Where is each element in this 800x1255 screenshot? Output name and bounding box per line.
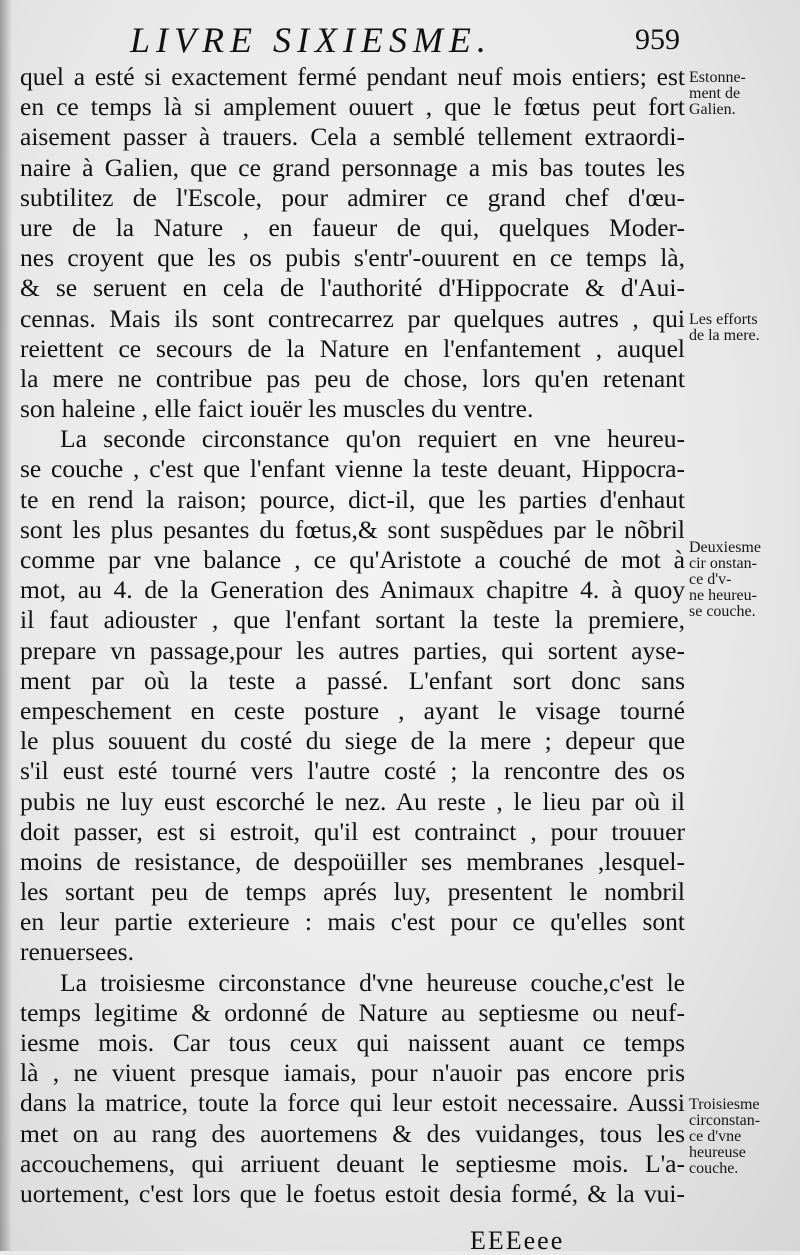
text-line: dans la matrice, toute la force qui leur estoit necessaire. Aussi [20,1088,685,1118]
text-line: là , ne viuent presque iamais, pour n'auoir pas encore pris [20,1058,685,1088]
text-line: son haleine , elle faict iouër les muscles du ventre. [20,394,534,424]
text-line: pubis ne luy eust escorché le nez. Au reste , le lieu par où il [20,786,685,816]
text-line: ure de la Nature , en faueur de qui, quelques Moder- [20,212,685,242]
text-line: uortement, c'est lors que le foetus estoit desia formé, & la vui- [20,1178,685,1208]
text-line: la mere ne contribue pas peu de chose, lors qu'en retenant [20,363,685,393]
text-line: te en rend la raison; pource, dict-il, que les parties d'enhaut [20,484,685,514]
margin-note-line: ne heureu- [689,587,757,604]
text-line: ment par où la teste a passé. L'enfant sort donc sans [20,665,685,695]
text-line: sont les plus pesantes du fœtus,& sont suspẽdues par le nõbril [20,514,685,544]
text-line: en ce temps là si amplement ouuert , que le fœtus peut fort [20,92,685,122]
running-head: LIVRE SIXIESME. [130,20,492,60]
text-line: moins de resistance, de despoüiller ses membranes ,lesquel- [20,846,685,876]
signature-mark: EEEeee [470,1226,565,1255]
text-line: empeschement en ceste posture , ayant le visage tourné [20,695,685,725]
text-line: La troisiesme circonstance d'vne heureuse couche,c'est le [60,967,685,997]
text-line: La seconde circonstance qu'on requiert en vne heureu- [60,424,685,454]
margin-note-line: Estonne- [689,69,746,86]
text-line: renuersees. [20,937,134,967]
margin-note-line: Galien. [689,101,736,118]
text-line: subtilitez de l'Escole, pour admirer ce grand chef d'œu- [20,182,685,212]
margin-note-line: ce d'v- [689,571,732,588]
text-line: aisement passer à trauers. Cela a semblé tellement extraordi- [20,122,685,152]
text-line: en leur partie exterieure : mais c'est pour ce qu'elles sont [20,907,685,937]
text-line: reiettent ce secours de la Nature en l'enfantement , auquel [20,333,685,363]
margin-note-line: ment de [689,85,741,102]
margin-note-line: couche. [689,1160,739,1177]
margin-note-deuxiesme [689,540,797,620]
margin-note-line: se couche. [689,603,756,620]
text-line: quel a esté si exactement fermé pendant neuf mois entiers; est [20,62,685,91]
text-line: doit passer, est si estroit, qu'il est contrainct , pour trouuer [20,816,685,846]
margin-note-line: Deuxiesme [689,539,761,556]
margin-note-efforts [689,312,797,344]
margin-note-line: Les efforts [689,311,758,328]
text-line: le plus souuent du costé du siege de la mere ; depeur que [20,726,685,756]
page-number: 959 [635,23,680,56]
text-line: mot, au 4. de la Generation des Animaux chapitre 4. à quoy [20,575,685,605]
text-line: les sortant peu de temps aprés luy, presentent le nombril [20,877,685,907]
margin-note-line: cir onstan- [689,555,757,572]
text-line: temps legitime & ordonné de Nature au septiesme ou neuf- [20,997,685,1027]
text-line: naire à Galien, que ce grand personnage a mis bas toutes les [20,152,685,182]
text-line: nes croyent que les os pubis s'entr'-ouurent en ce temps là, [20,243,685,273]
text-line: & se seruent en cela de l'authorité d'Hippocrate & d'Aui- [20,273,685,303]
text-line: accouchemens, qui arriuent deuant le septiesme mois. L'a- [20,1148,685,1178]
text-line: se couche , c'est que l'enfant vienne la teste deuant, Hippocra- [20,454,685,484]
page-header [130,18,680,62]
margin-note-line: Troisiesme [689,1096,760,1113]
text-line: prepare vn passage,pour les autres parties, qui sortent ayse- [20,635,685,665]
text-line: met on au rang des auortemens & des vuidanges, tous les [20,1118,685,1148]
text-line: il faut adiouster , que l'enfant sortant la teste la premiere, [20,605,685,635]
margin-note-line: de la mere. [689,327,760,344]
margin-note-estonnement [689,70,797,118]
margin-note-line: ce d'vne [689,1128,742,1145]
body-text [20,62,685,1209]
page-gutter-shadow [0,0,12,1251]
text-line: iesme mois. Car tous ceux qui naissent auant ce temps [20,1028,685,1057]
margin-note-line: heureuse [689,1144,746,1161]
text-line: s'il eust esté tourné vers l'autre costé ; la rencontre des os [20,756,685,786]
margin-note-troisiesme [689,1097,797,1177]
text-line: cennas. Mais ils sont contrecarrez par quelques autres , qui [20,303,685,333]
text-line: comme par vne balance , ce qu'Aristote a couché de mot à [20,545,685,574]
margin-note-line: circonstan- [689,1112,761,1129]
